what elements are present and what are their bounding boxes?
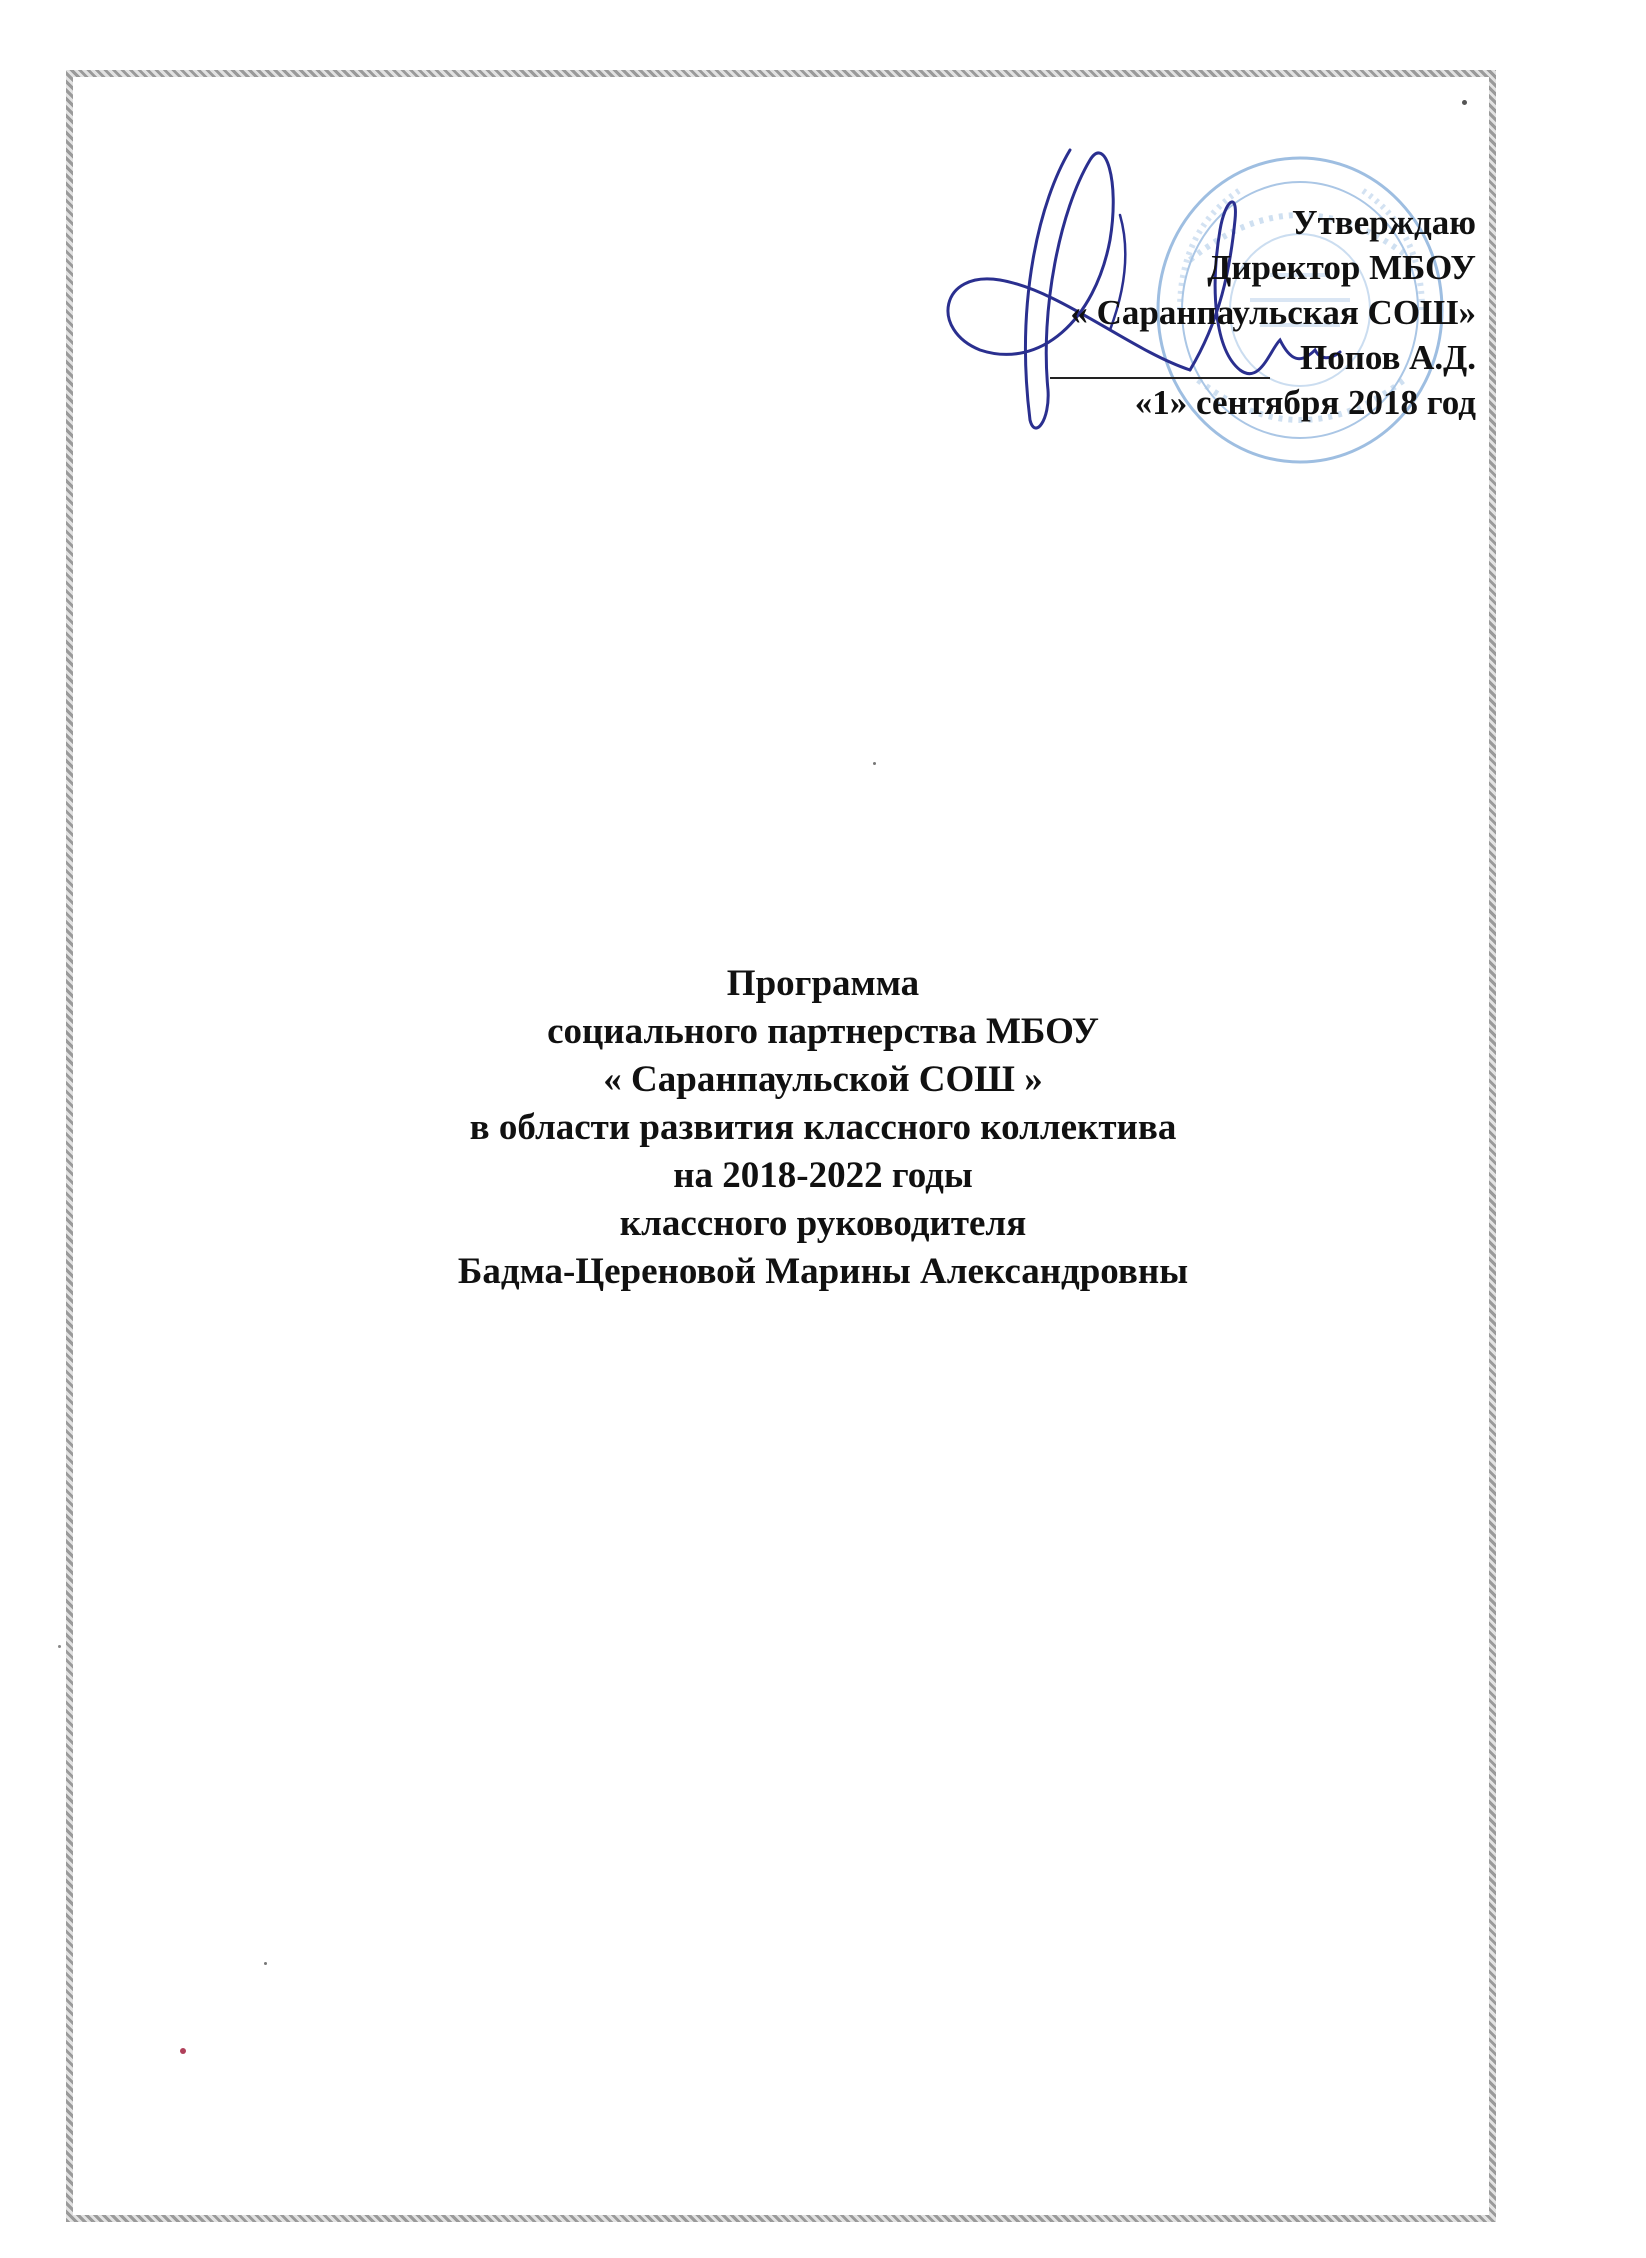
signature-line — [1050, 377, 1270, 379]
scan-speck — [264, 1962, 267, 1965]
scan-speck — [58, 1645, 61, 1648]
program-school-name: « Саранпаульской СОШ » — [603, 1059, 1043, 1100]
approval-block — [1070, 200, 1476, 425]
program-subtitle-partnership: социального партнерства МБОУ — [547, 1011, 1099, 1052]
scan-speck — [873, 762, 876, 765]
approval-school: « Саранпаульская СОШ» — [1070, 293, 1476, 332]
scan-speck — [180, 2048, 186, 2054]
program-years: на 2018-2022 годы — [673, 1155, 973, 1196]
program-title-block — [0, 960, 1646, 1296]
approval-position: Директор МБОУ — [1207, 248, 1476, 287]
program-area: в области развития классного коллектива — [469, 1107, 1177, 1148]
program-author: Бадма-Цереновой Марины Александровны — [457, 1251, 1189, 1292]
approval-date: «1» сентября 2018 год — [1134, 383, 1476, 422]
approval-director-name: Попов А.Д. — [1299, 338, 1476, 377]
approval-title: Утверждаю — [1291, 203, 1476, 242]
program-title: Программа — [726, 963, 920, 1004]
program-role: классного руководителя — [619, 1203, 1027, 1244]
scan-speck — [1462, 100, 1467, 105]
